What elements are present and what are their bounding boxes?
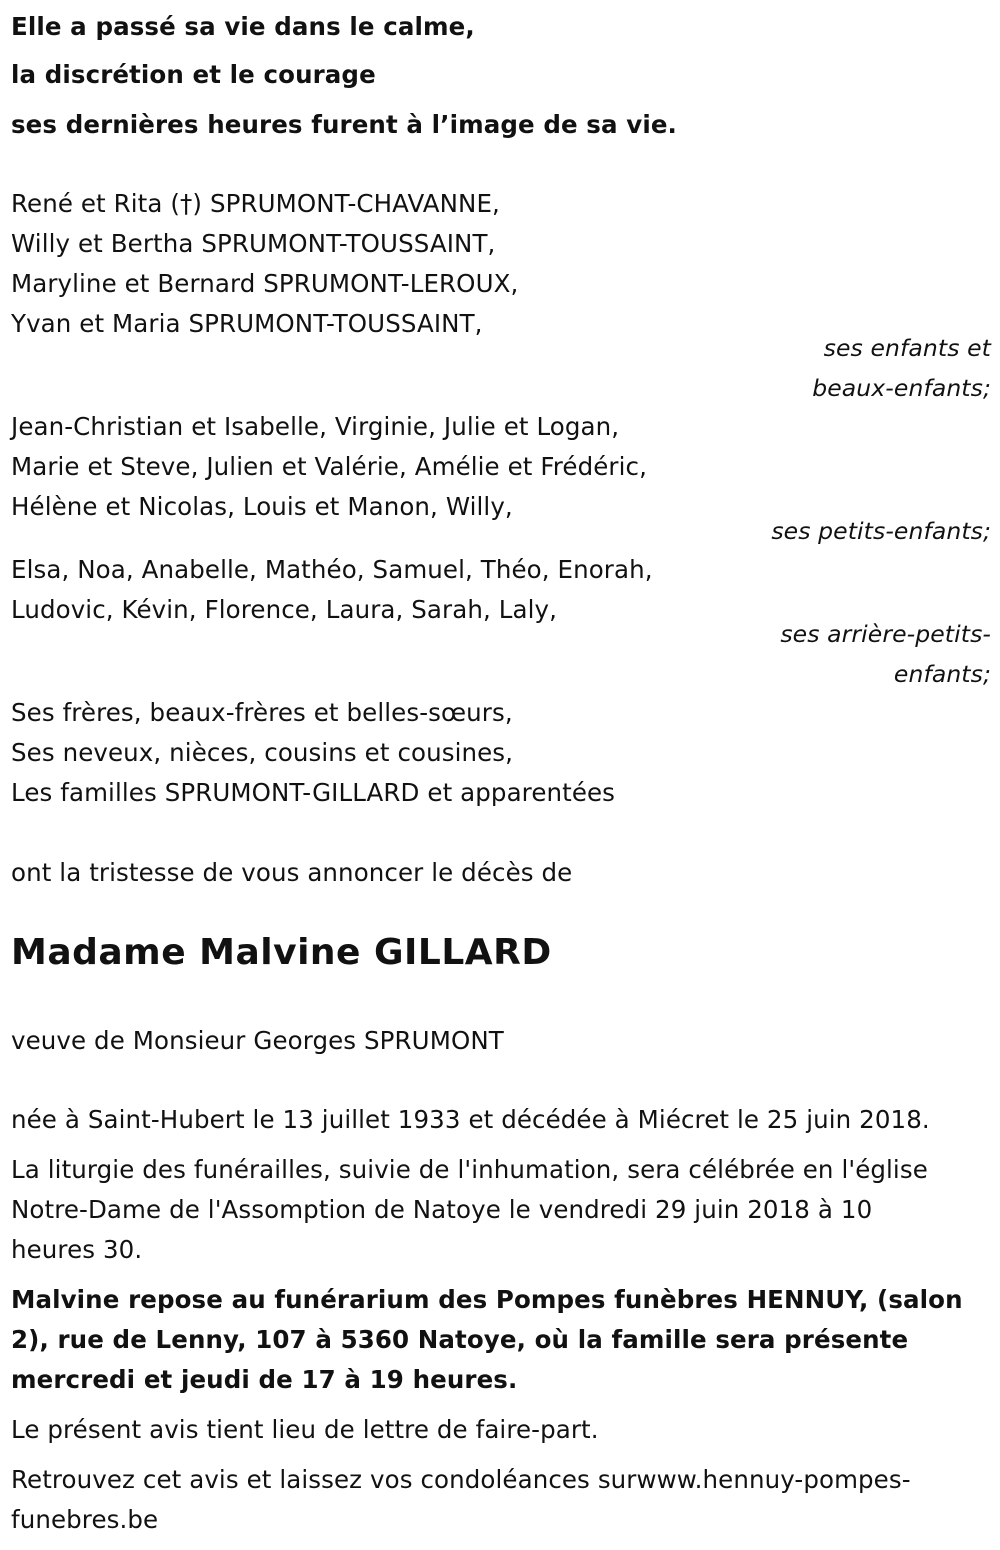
family-line: Ses neveux, nièces, cousins et cousines, xyxy=(11,738,514,767)
epigraph-line: Elle a passé sa vie dans le calme, xyxy=(11,12,475,41)
family-line: Ses frères, beaux-frères et belles-sœurs, xyxy=(11,698,513,727)
funeral-line: heures 30. xyxy=(11,1235,143,1264)
epigraph-line: la discrétion et le courage xyxy=(11,60,376,89)
obituary-notice xyxy=(11,0,991,1550)
grandchildren-line: Hélène et Nicolas, Louis et Manon, Willy, xyxy=(11,492,513,521)
announcement-text: ont la tristesse de vous annoncer le décès de xyxy=(11,858,573,887)
grandchildren-line: Marie et Steve, Julien et Valérie, Amélie et Frédéric, xyxy=(11,452,647,481)
notice-text: Le présent avis tient lieu de lettre de faire-part. xyxy=(11,1415,599,1444)
widow-of-text: veuve de Monsieur Georges SPRUMONT xyxy=(11,1026,504,1055)
great-grandchildren-line: Elsa, Noa, Anabelle, Mathéo, Samuel, Théo, Enorah, xyxy=(11,555,653,584)
children-line: René et Rita (†) SPRUMONT-CHAVANNE, xyxy=(11,189,500,218)
relation-label: enfants; xyxy=(893,660,991,688)
funeral-line: La liturgie des funérailles, suivie de l'inhumation, sera célébrée en l'église xyxy=(11,1155,928,1184)
visitation-line: mercredi et jeudi de 17 à 19 heures. xyxy=(11,1365,518,1394)
funeral-line: Notre-Dame de l'Assomption de Natoye le vendredi 29 juin 2018 à 10 xyxy=(11,1195,873,1224)
great-grandchildren-line: Ludovic, Kévin, Florence, Laura, Sarah, Laly, xyxy=(11,595,557,624)
family-line: Les familles SPRUMONT-GILLARD et apparentées xyxy=(11,778,616,807)
relation-label: beaux-enfants; xyxy=(812,374,991,402)
deceased-name: Madame Malvine GILLARD xyxy=(11,932,552,973)
children-line: Maryline et Bernard SPRUMONT-LEROUX, xyxy=(11,269,519,298)
relation-label: ses arrière-petits- xyxy=(780,620,991,648)
grandchildren-line: Jean-Christian et Isabelle, Virginie, Julie et Logan, xyxy=(11,412,620,441)
condolences-line: Retrouvez cet avis et laissez vos condoléances surwww.hennuy-pompes- xyxy=(11,1465,911,1494)
visitation-line: Malvine repose au funérarium des Pompes funèbres HENNUY, (salon xyxy=(11,1285,963,1314)
condolences-line: funebres.be xyxy=(11,1505,159,1534)
relation-label: ses enfants et xyxy=(823,334,991,362)
visitation-line: 2), rue de Lenny, 107 à 5360 Natoye, où la famille sera présente xyxy=(11,1325,909,1354)
children-line: Yvan et Maria SPRUMONT-TOUSSAINT, xyxy=(11,309,483,338)
children-line: Willy et Bertha SPRUMONT-TOUSSAINT, xyxy=(11,229,496,258)
birth-death-text: née à Saint-Hubert le 13 juillet 1933 et décédée à Miécret le 25 juin 2018. xyxy=(11,1105,930,1134)
epigraph-line: ses dernières heures furent à l’image de sa vie. xyxy=(11,110,677,139)
relation-label: ses petits-enfants; xyxy=(771,517,991,545)
